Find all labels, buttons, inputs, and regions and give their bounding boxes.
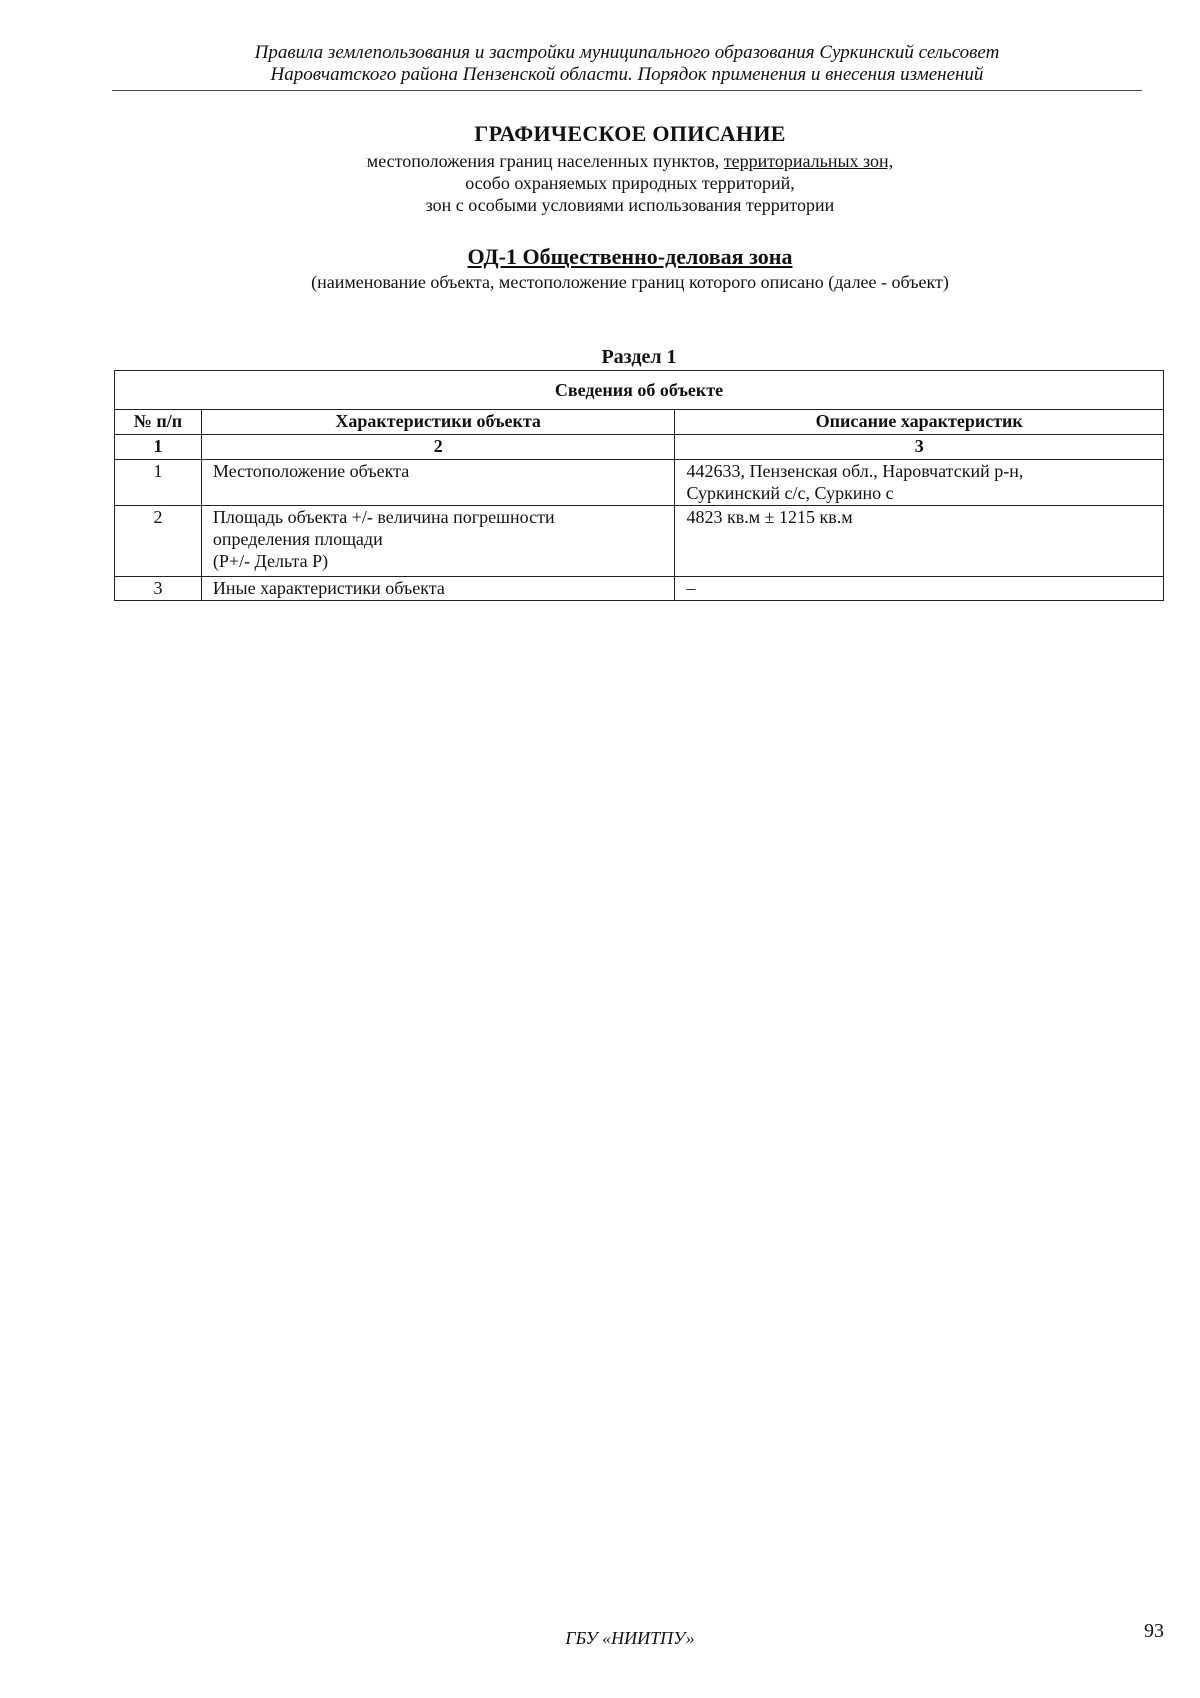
subtitle-line-1-part-1: местоположения границ населенных пунктов, bbox=[366, 151, 724, 171]
document-subtitle bbox=[0, 150, 1200, 216]
page-footer: ГБУ «НИИТПУ» bbox=[565, 1628, 695, 1648]
column-number-1: 1 bbox=[115, 435, 202, 460]
row-2-description bbox=[675, 506, 1164, 577]
table-row bbox=[115, 460, 1164, 506]
zone-title: ОД-1 Общественно-деловая зона bbox=[467, 244, 793, 269]
section-title: Раздел 1 bbox=[601, 346, 677, 368]
row-3-characteristic-line: Иные характеристики объекта bbox=[212, 578, 445, 598]
header-divider bbox=[112, 90, 1142, 91]
header-description: Описание характеристик bbox=[675, 410, 1164, 435]
object-info-table bbox=[114, 370, 1164, 601]
row-2-characteristic-line-2: определения площади bbox=[212, 529, 383, 549]
row-2-description-line: 4823 кв.м ± 1215 кв.м bbox=[686, 507, 853, 527]
header-characteristics: Характеристики объекта bbox=[201, 410, 675, 435]
table-header-row bbox=[115, 410, 1164, 435]
subtitle-line-1 bbox=[0, 150, 1200, 172]
row-2-characteristic-line-1: Площадь объекта +/- величина погрешности bbox=[212, 507, 555, 527]
row-1-description-line-2: Суркинский с/с, Суркино с bbox=[686, 483, 894, 503]
row-1-characteristic-line: Местоположение объекта bbox=[212, 461, 410, 481]
table-caption-row bbox=[115, 371, 1164, 410]
subtitle-line-1-part-2: территориальных зон, bbox=[723, 151, 894, 171]
column-number-2: 2 bbox=[201, 435, 675, 460]
row-3-description bbox=[675, 577, 1164, 601]
subtitle-line-2: особо охраняемых природных территорий, bbox=[465, 173, 795, 193]
column-numbers-row bbox=[115, 435, 1164, 460]
table-caption: Сведения об объекте bbox=[115, 371, 1164, 410]
row-2-num: 2 bbox=[115, 506, 202, 577]
row-2-characteristic-line-3: (P+/- Дельта P) bbox=[212, 551, 329, 571]
row-1-num: 1 bbox=[115, 460, 202, 506]
row-1-description bbox=[675, 460, 1164, 506]
row-2-characteristic bbox=[201, 506, 675, 577]
table-row bbox=[115, 506, 1164, 577]
subtitle-line-3: зон с особыми условиями использования территории bbox=[425, 195, 835, 215]
header-num: № п/п bbox=[115, 410, 202, 435]
running-header-line-2: Наровчатского района Пензенской области. Порядок применения и внесения изменений bbox=[270, 64, 984, 85]
row-3-characteristic bbox=[201, 577, 675, 601]
zone-note: (наименование объекта, местоположение границ которого описано (далее - объект) bbox=[311, 272, 949, 292]
document-title-text: ГРАФИЧЕСКОЕ ОПИСАНИЕ bbox=[474, 121, 786, 146]
page-number: 93 bbox=[1144, 1620, 1164, 1642]
column-number-3: 3 bbox=[675, 435, 1164, 460]
row-3-description-line: – bbox=[686, 578, 696, 598]
row-1-description-line-1: 442633, Пензенская обл., Наровчатский р-н, bbox=[686, 461, 1024, 481]
table-row bbox=[115, 577, 1164, 601]
running-header-line-1: Правила землепользования и застройки муниципального образования Суркинский сельсовет bbox=[254, 42, 1000, 63]
row-1-characteristic bbox=[201, 460, 675, 506]
running-header bbox=[112, 42, 1142, 86]
document-title bbox=[0, 121, 1200, 147]
row-3-num: 3 bbox=[115, 577, 202, 601]
